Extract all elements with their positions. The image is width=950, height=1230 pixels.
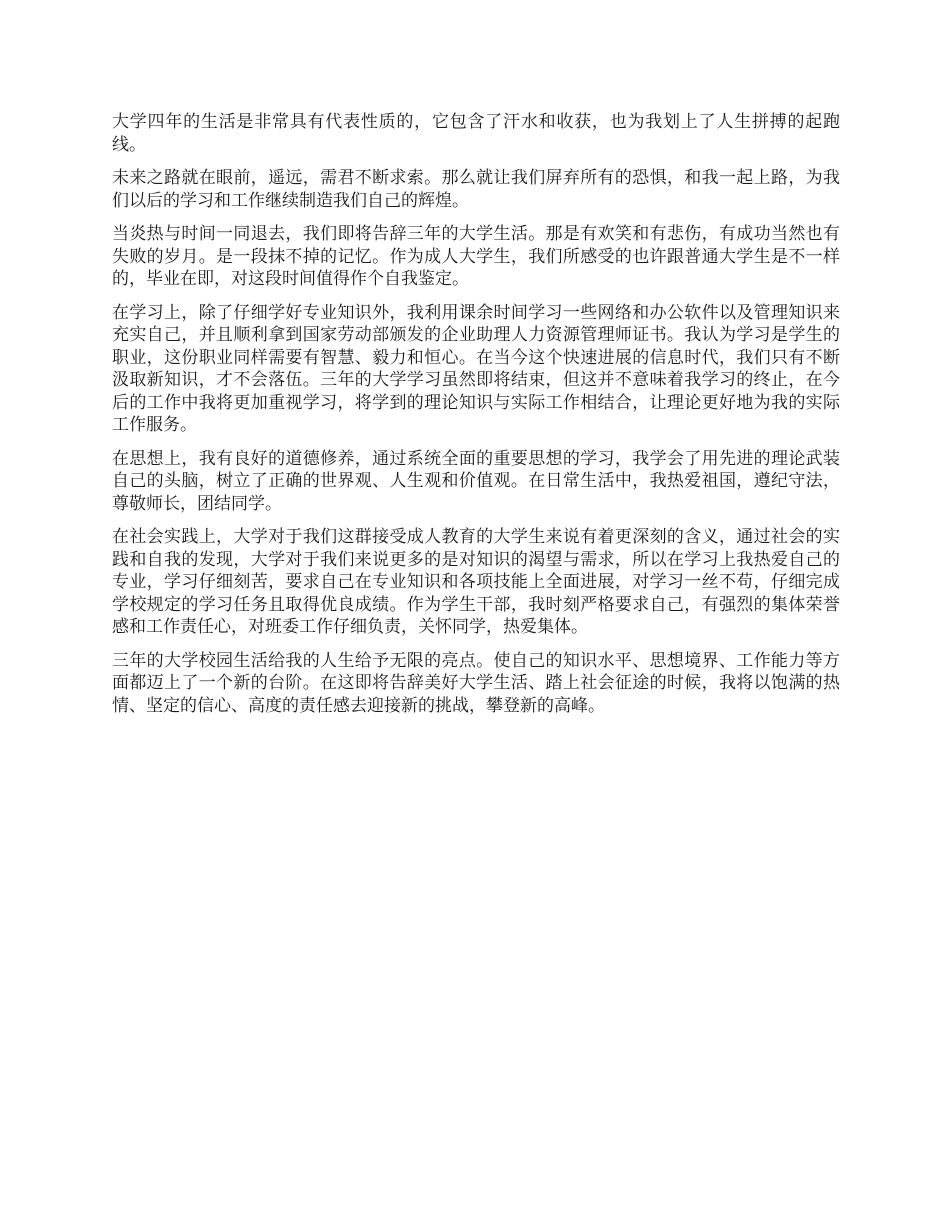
paragraph-farewell: 当炎热与时间一同退去，我们即将告辞三年的大学生活。那是有欢笑和有悲伤，有成功当然也有失败的岁月。是一段抹不掉的记忆。作为成人大学生，我们所感受的也许跟普通大学生是不一样的，毕业在即，对这段时间值得作个自我鉴定。 (112, 224, 840, 289)
document-page (112, 111, 840, 728)
paragraph-social-practice: 在社会实践上，大学对于我们这群接受成人教育的大学生来说有着更深刻的含义，通过社会的实践和自我的发现，大学对于我们来说更多的是对知识的渴望与需求，所以在学习上我热爱自己的专业，学习仔细刻苦，要求自己在专业知识和各项技能上全面进展，对学习一丝不苟，仔细完成学校规定的学习任务且取得优良成绩。作为学生干部，我时刻严格要求自己，有强烈的集体荣誉感和工作责任心，对班委工作仔细负责，关怀同学，热爱集体。 (112, 527, 840, 637)
paragraph-conclusion: 三年的大学校园生活给我的人生给予无限的亮点。使自己的知识水平、思想境界、工作能力等方面都迈上了一个新的台阶。在这即将告辞美好大学生活、踏上社会征途的时候，我将以饱满的热情、坚定的信心、高度的责任感去迎接新的挑战，攀登新的高峰。 (112, 650, 840, 716)
paragraph-study: 在学习上，除了仔细学好专业知识外，我利用课余时间学习一些网络和办公软件以及管理知识来充实自己，并且顺利拿到国家劳动部颁发的企业助理人力资源管理师证书。我认为学习是学生的职业，这份职业同样需要有智慧、毅力和恒心。在当今这个快速进展的信息时代，我们只有不断汲取新知识，才不会落伍。三年的大学学习虽然即将结束，但这并不意味着我学习的终止，在今后的工作中我将更加重视学习，将学到的理论知识与实际工作相结合，让理论更好地为我的实际工作服务。 (112, 302, 840, 435)
paragraph-intro: 大学四年的生活是非常具有代表性质的，它包含了汗水和收获，也为我划上了人生拼搏的起跑线。 (112, 112, 840, 155)
paragraph-ideology: 在思想上，我有良好的道德修养，通过系统全面的重要思想的学习，我学会了用先进的理论武装自己的头脑，树立了正确的世界观、人生观和价值观。在日常生活中，我热爱祖国，遵纪守法，尊敬师长，团结同学。 (112, 448, 840, 514)
paragraph-future: 未来之路就在眼前，遥远，需君不断求索。那么就让我们屏弃所有的恐惧，和我一起上路，为我们以后的学习和工作继续制造我们自己的辉煌。 (112, 168, 840, 211)
